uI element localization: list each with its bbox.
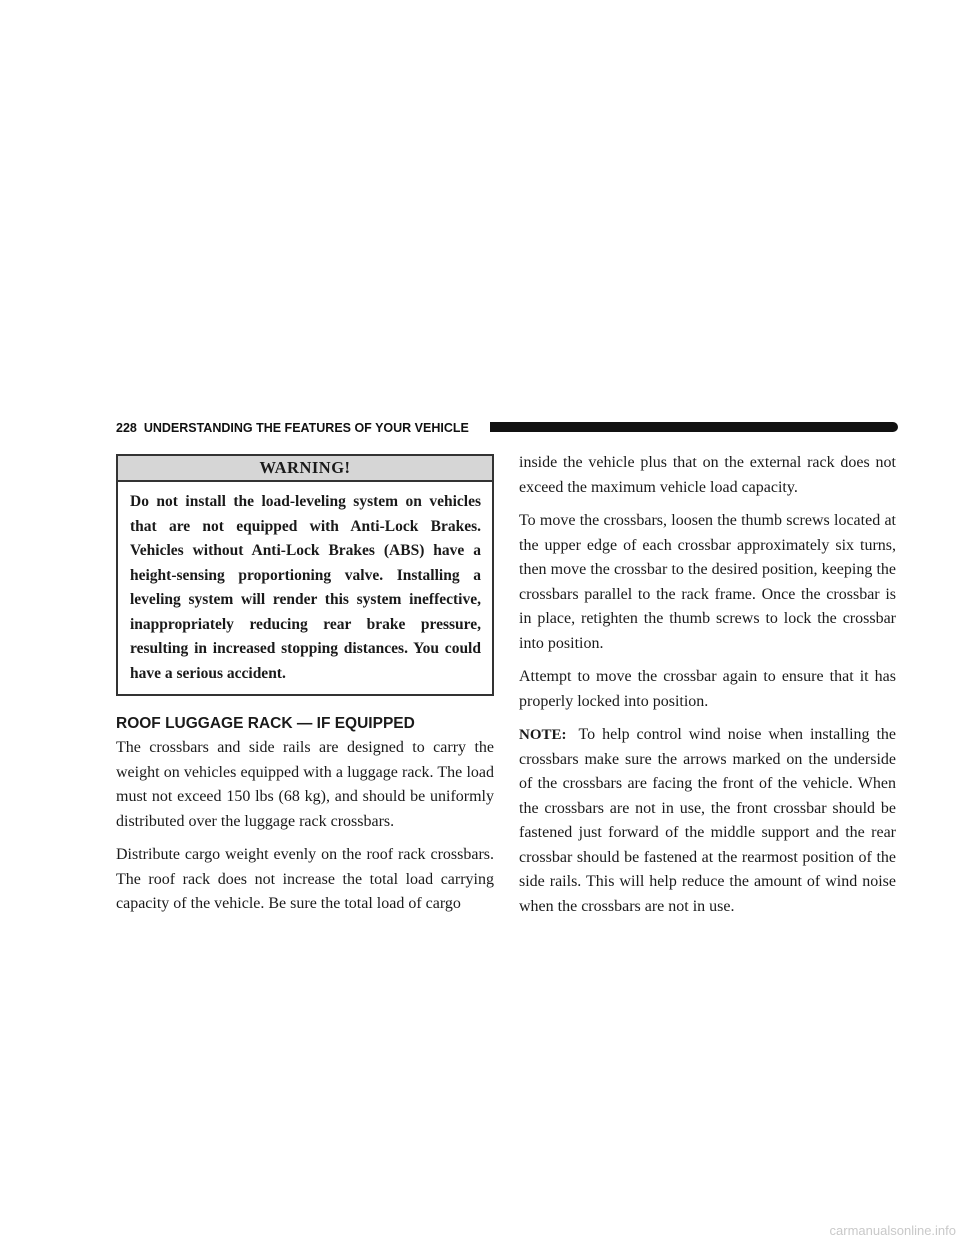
section-heading: ROOF LUGGAGE RACK — IF EQUIPPED <box>116 715 415 732</box>
page-number: 228 <box>116 421 137 435</box>
body-paragraph: Distribute cargo weight evenly on the roof rack crossbars. The roof rack does not increase the total load carrying capacity of the vehicle. Be sure the total load of cargo <box>116 846 494 912</box>
warning-body: Do not install the load-leveling system on vehicles that are not equipped with Anti-Lock Brakes. Vehicles without Anti-Lock Brakes (ABS) have a height-sensing proportioning valve. Installing a leveling system will render this system ineffective, inappropriately reducing rear brake pressure, resulting in increased stopping distances. You could have a serious accident. <box>130 493 481 682</box>
left-column <box>116 454 494 926</box>
header-bar <box>490 422 898 432</box>
header-section-title: UNDERSTANDING THE FEATURES OF YOUR VEHICLE <box>143 421 469 435</box>
warning-title: WARNING! <box>118 456 492 482</box>
note-text: To help control wind noise when installing the crossbars make sure the arrows marked on the underside of the crossbars are facing the front of the vehicle. When the crossbars are not in use, the front crossbar should be fastened just forward of the middle support and the rear crossbar should be fastened at the rearmost position of the side rails. This will help reduce the amount of wind noise when the crossbars are not in use. <box>519 726 896 915</box>
body-paragraph: To move the crossbars, loosen the thumb screws located at the upper edge of each crossbar approximately six turns, then move the crossbar to the desired position, keeping the crossbars parallel to the rack frame. Once the crossbar is in place, retighten the thumb screws to lock the crossbar into position. <box>519 512 896 652</box>
page-header <box>116 420 898 438</box>
body-paragraph: inside the vehicle plus that on the external rack does not exceed the maximum vehicle load capacity. <box>519 454 896 496</box>
footer-watermark[interactable]: carmanualsonline.info <box>829 1223 956 1238</box>
body-paragraph: The crossbars and side rails are designed to carry the weight on vehicles equipped with a luggage rack. The load must not exceed 150 lbs (68 kg), and should be uniformly distributed over the luggage rack crossbars. <box>116 739 494 830</box>
header-text <box>116 420 469 436</box>
warning-box <box>116 454 494 696</box>
note-paragraph <box>519 723 896 919</box>
body-paragraph: Attempt to move the crossbar again to ensure that it has properly locked into position. <box>519 668 896 710</box>
right-column <box>519 454 896 928</box>
note-label: NOTE: <box>519 727 567 743</box>
